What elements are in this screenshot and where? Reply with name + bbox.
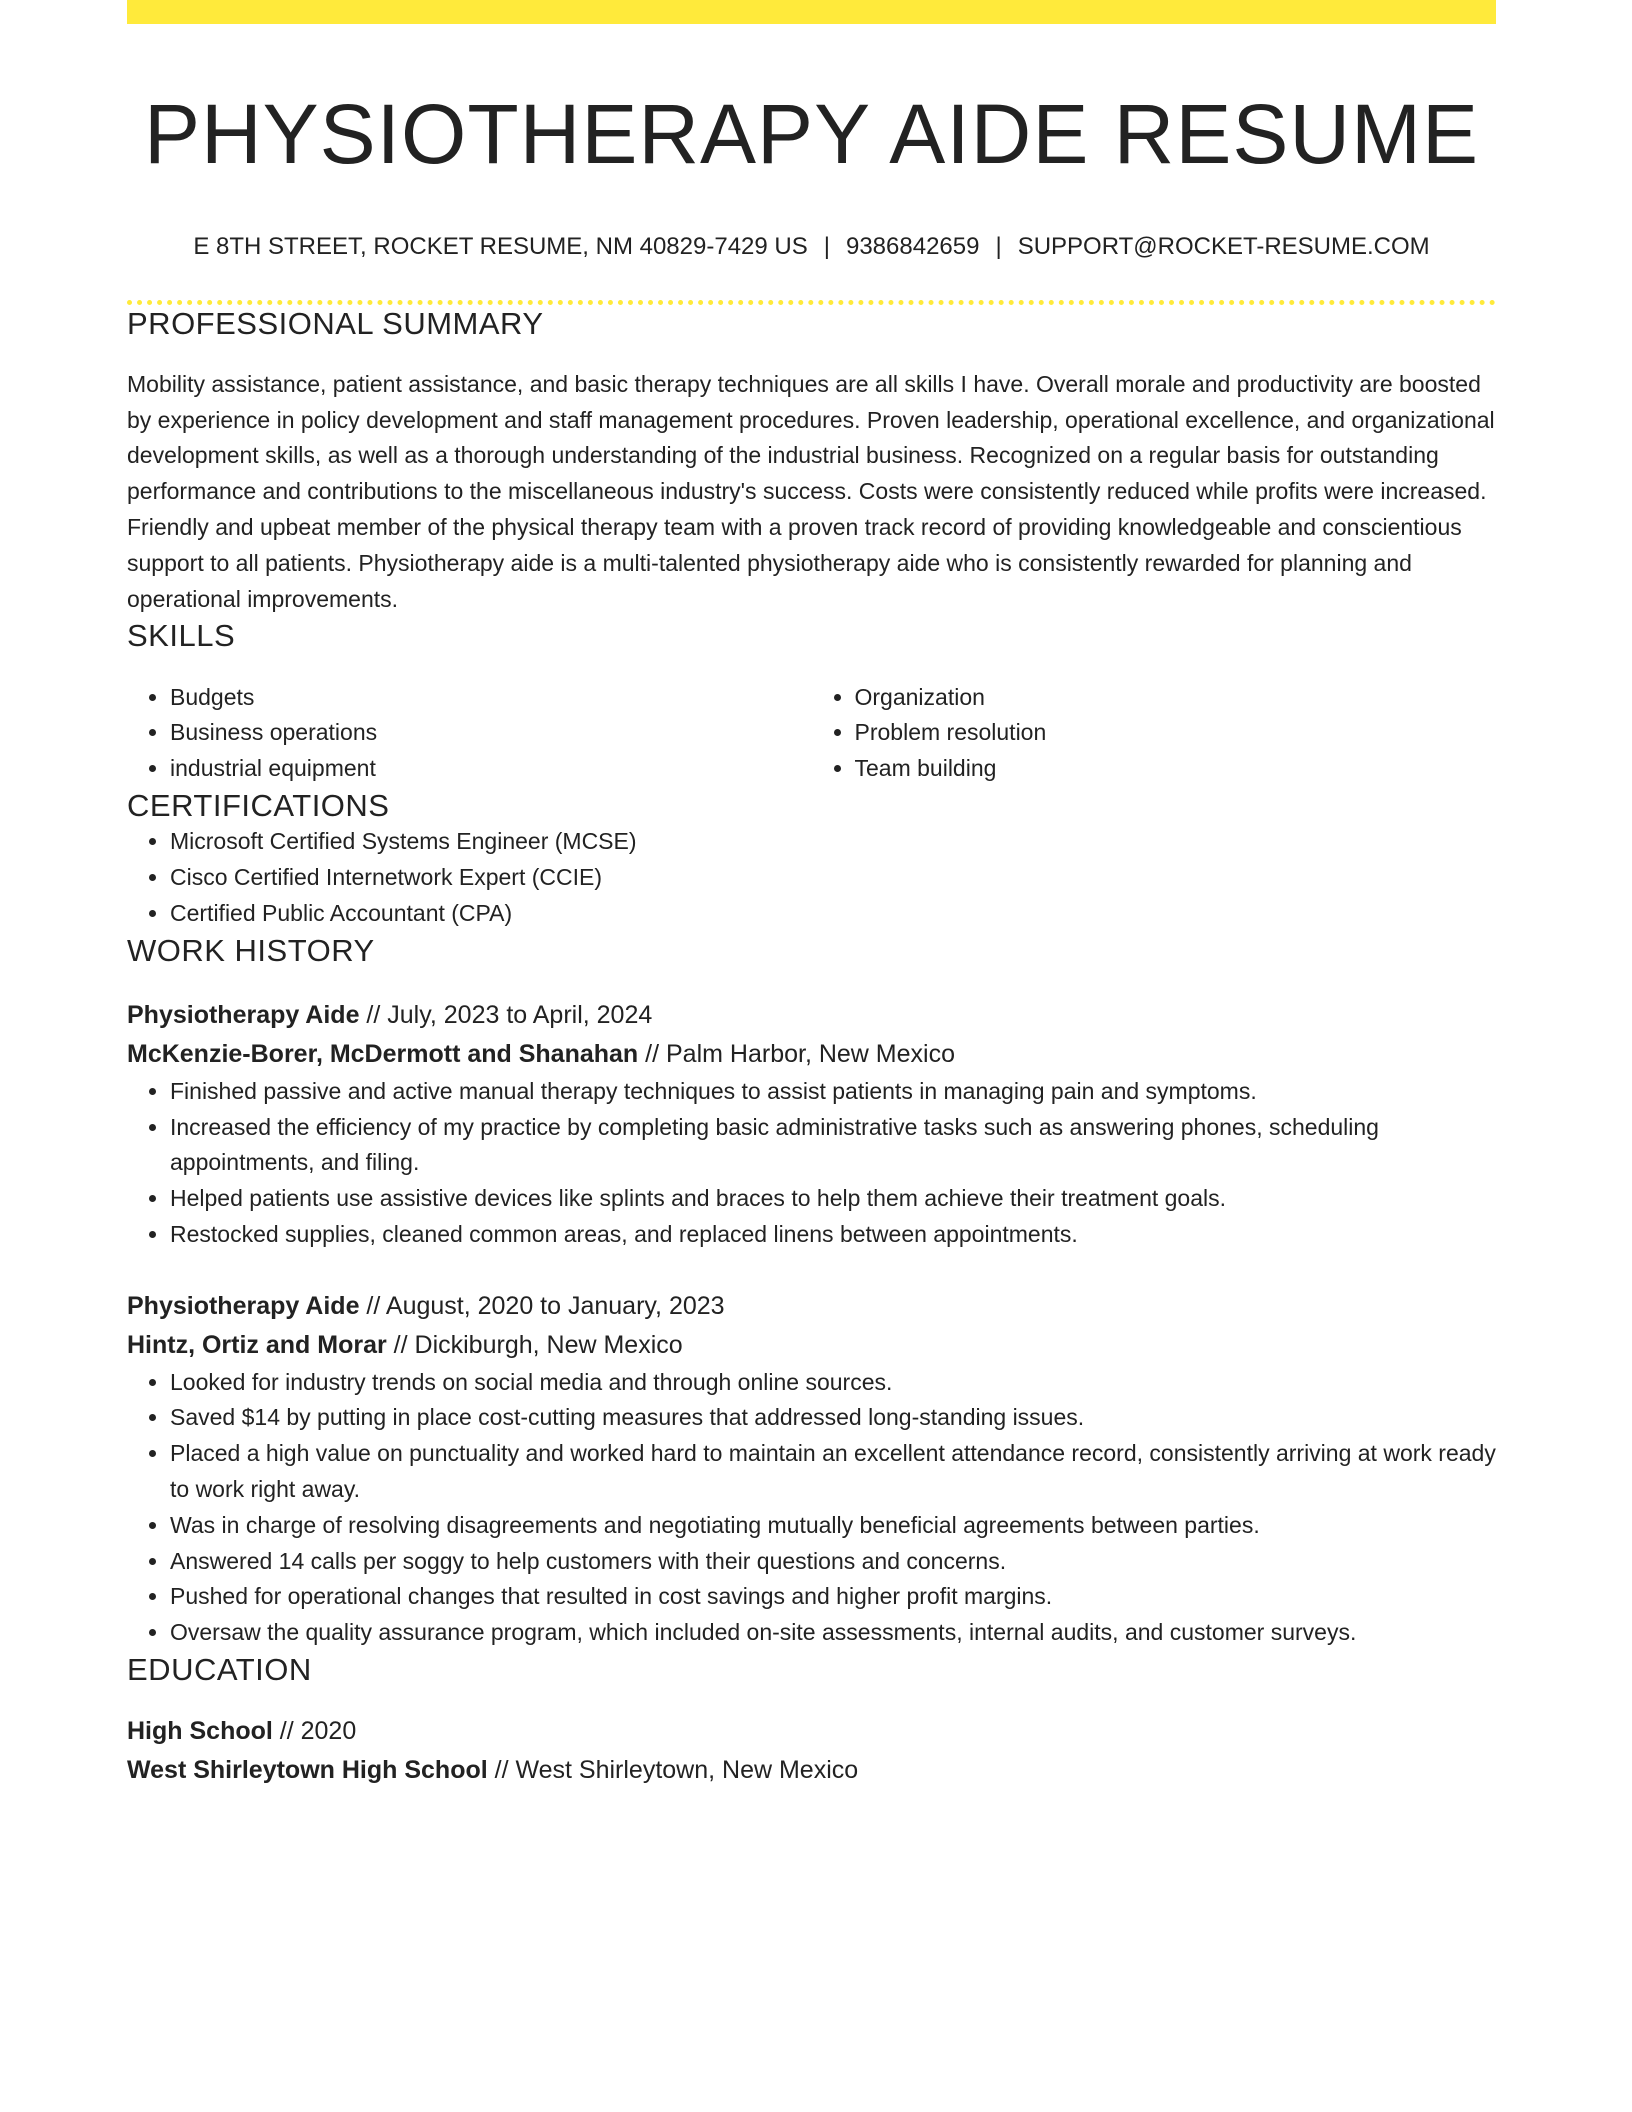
education-school: West Shirleytown High School [127, 1756, 488, 1785]
job-bullet: • Oversaw the quality assurance program, which included on-site assessments, internal audits, and customer surveys. [170, 1615, 1496, 1651]
job-bullets [127, 1365, 1496, 1651]
education-degree-line [127, 1712, 1496, 1751]
job-title: Physiotherapy Aide [127, 1291, 360, 1320]
job-location: // Palm Harbor, New Mexico [638, 1039, 955, 1068]
certification-item: • Cisco Certified Internetwork Expert (CCIE) [170, 860, 1496, 896]
top-accent-bar [127, 0, 1496, 24]
contact-email: SUPPORT@ROCKET-RESUME.COM [1017, 232, 1430, 260]
job-bullet: • Answered 14 calls per soggy to help customers with their questions and concerns. [170, 1544, 1496, 1580]
work-history-heading: WORK HISTORY [127, 932, 375, 968]
job-dates: // July, 2023 to April, 2024 [359, 1000, 653, 1029]
skills-list-left [127, 680, 812, 787]
summary-heading: PROFESSIONAL SUMMARY [127, 305, 544, 341]
contact-phone: 9386842659 [845, 232, 980, 260]
skill-item: • Budgets [170, 680, 812, 716]
job-bullet: • Saved $14 by putting in place cost-cutting measures that addressed long-standing issues. [170, 1400, 1496, 1436]
contact-address: E 8TH STREET, ROCKET RESUME, NM 40829-7429 US [193, 232, 808, 260]
job-dates: // August, 2020 to January, 2023 [359, 1291, 725, 1320]
certification-item: • Microsoft Certified Systems Engineer (MCSE) [170, 824, 1496, 860]
job-title: Physiotherapy Aide [127, 1000, 360, 1029]
job-bullet: • Looked for industry trends on social media and through online sources. [170, 1365, 1496, 1401]
contact-separator: | [995, 232, 1002, 260]
skill-item: • industrial equipment [170, 751, 812, 787]
certifications-heading: CERTIFICATIONS [127, 787, 390, 823]
job-bullet: • Increased the efficiency of my practice by completing basic administrative tasks such as answering phones, scheduling appointments, and filing. [170, 1110, 1496, 1182]
skill-item: • Team building [855, 751, 1497, 787]
skill-item: • Business operations [170, 715, 812, 751]
job-location: // Dickiburgh, New Mexico [386, 1330, 683, 1359]
contact-line [127, 233, 1496, 262]
job-bullet: • Helped patients use assistive devices like splints and braces to help them achieve their treatment goals. [170, 1181, 1496, 1217]
job-bullet: • Pushed for operational changes that resulted in cost savings and higher profit margins. [170, 1579, 1496, 1615]
job-bullet: • Restocked supplies, cleaned common areas, and replaced linens between appointments. [170, 1217, 1496, 1253]
education-degree: High School [127, 1717, 273, 1746]
education-location: // West Shirleytown, New Mexico [487, 1756, 859, 1785]
skills-list-right [812, 680, 1497, 787]
job-company-line [127, 1035, 1496, 1074]
job-title-line [127, 1287, 1496, 1326]
certifications-list [127, 824, 1496, 931]
job-bullets [127, 1074, 1496, 1253]
skill-item: • Organization [855, 680, 1497, 716]
resume-page [127, 0, 1496, 1790]
job-bullet: • Was in charge of resolving disagreements and negotiating mutually beneficial agreements between parties. [170, 1508, 1496, 1544]
education-heading: EDUCATION [127, 1652, 312, 1688]
skill-item: • Problem resolution [855, 715, 1497, 751]
job-bullet: • Placed a high value on punctuality and worked hard to maintain an excellent attendance record, consistently arriving at work ready to work right away. [170, 1436, 1496, 1508]
job-company: McKenzie-Borer, McDermott and Shanahan [127, 1039, 639, 1068]
job-bullet: • Finished passive and active manual therapy techniques to assist patients in managing pain and symptoms. [170, 1074, 1496, 1110]
skills-heading: SKILLS [127, 618, 236, 654]
education-school-line [127, 1751, 1496, 1790]
contact-separator: | [823, 232, 830, 260]
resume-title: PHYSIOTHERAPY AIDE RESUME [143, 87, 1480, 181]
job-company-line [127, 1326, 1496, 1365]
education-year: // 2020 [272, 1717, 357, 1746]
job-title-line [127, 996, 1496, 1035]
skills-grid [127, 680, 1496, 787]
certification-item: • Certified Public Accountant (CPA) [170, 896, 1496, 932]
job-company: Hintz, Ortiz and Morar [127, 1330, 387, 1359]
summary-text: Mobility assistance, patient assistance, and basic therapy techniques are all skills I have. Overall morale and productivity are boosted by experience in policy development and staff management procedures. Proven leadership, operational excellence, and organizational development skills, as well as a thorough understanding of the industrial business. Recognized on a regular basis for outstanding performance and contributions to the miscellaneous industry's success. Costs were consistently reduced while profits were increased. Friendly and upbeat member of the physical therapy team with a proven track record of providing knowledgeable and conscientious support to all patients. Physiotherapy aide is a multi-talented physiotherapy aide who is consistently rewarded for planning and operational improvements. [127, 370, 1495, 612]
